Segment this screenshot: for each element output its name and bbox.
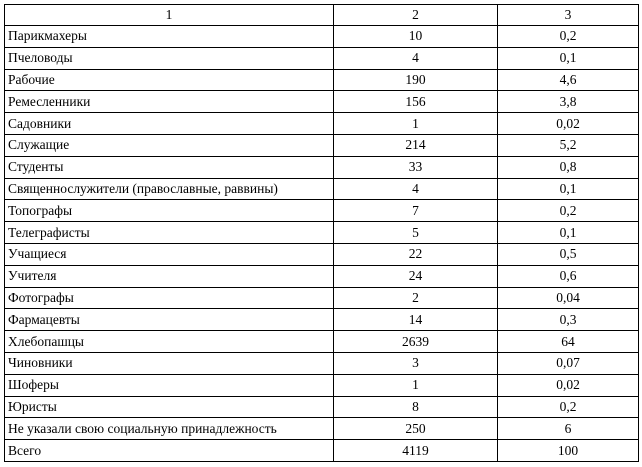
row-label: Учащиеся: [5, 243, 334, 265]
table-row: [5, 265, 639, 287]
row-label: Студенты: [5, 156, 334, 178]
row-label: Служащие: [5, 134, 334, 156]
row-percent: 64: [498, 331, 639, 353]
row-percent: 0,2: [498, 26, 639, 48]
table-row: [5, 200, 639, 222]
column-header-1: 1: [5, 5, 334, 26]
row-percent: 0,2: [498, 200, 639, 222]
row-percent: 5,2: [498, 134, 639, 156]
row-percent: 0,07: [498, 352, 639, 374]
row-label: Рабочие: [5, 69, 334, 91]
table-row: [5, 396, 639, 418]
table-header-row: [5, 5, 639, 26]
row-percent: 3,8: [498, 91, 639, 113]
row-label: Парикмахеры: [5, 26, 334, 48]
row-count: 8: [334, 396, 498, 418]
table-row: [5, 134, 639, 156]
table-row: [5, 222, 639, 244]
row-percent: 0,02: [498, 113, 639, 135]
table-row: [5, 113, 639, 135]
row-percent: 0,04: [498, 287, 639, 309]
row-label: Учителя: [5, 265, 334, 287]
row-count: 214: [334, 134, 498, 156]
row-label: Садовники: [5, 113, 334, 135]
row-percent: 0,2: [498, 396, 639, 418]
row-count: 22: [334, 243, 498, 265]
row-label: Не указали свою социальную принадлежность: [5, 418, 334, 440]
row-count: 7: [334, 200, 498, 222]
row-count: 4119: [334, 440, 498, 462]
row-label: Ремесленники: [5, 91, 334, 113]
column-header-3: 3: [498, 5, 639, 26]
table-row: [5, 309, 639, 331]
table-row: [5, 418, 639, 440]
row-label: Хлебопашцы: [5, 331, 334, 353]
row-count: 5: [334, 222, 498, 244]
row-percent: 0,6: [498, 265, 639, 287]
row-count: 4: [334, 47, 498, 69]
row-count: 10: [334, 26, 498, 48]
row-percent: 0,1: [498, 47, 639, 69]
row-label: Телеграфисты: [5, 222, 334, 244]
row-count: 2639: [334, 331, 498, 353]
row-percent: 0,1: [498, 222, 639, 244]
table-row: [5, 156, 639, 178]
table-row: [5, 47, 639, 69]
row-label: Фармацевты: [5, 309, 334, 331]
table-row: [5, 69, 639, 91]
row-count: 4: [334, 178, 498, 200]
table-row: [5, 374, 639, 396]
row-count: 33: [334, 156, 498, 178]
row-count: 250: [334, 418, 498, 440]
table-row: [5, 287, 639, 309]
row-count: 2: [334, 287, 498, 309]
table-row: [5, 243, 639, 265]
row-label: Священнослужители (православные, раввины): [5, 178, 334, 200]
row-percent: 4,6: [498, 69, 639, 91]
row-label: Всего: [5, 440, 334, 462]
row-count: 190: [334, 69, 498, 91]
row-count: 14: [334, 309, 498, 331]
table-row: [5, 26, 639, 48]
row-label: Шоферы: [5, 374, 334, 396]
table-row: [5, 352, 639, 374]
row-label: Фотографы: [5, 287, 334, 309]
row-percent: 100: [498, 440, 639, 462]
column-header-2: 2: [334, 5, 498, 26]
row-percent: 0,1: [498, 178, 639, 200]
row-count: 156: [334, 91, 498, 113]
row-label: Юристы: [5, 396, 334, 418]
social-composition-table: [4, 4, 639, 462]
row-count: 1: [334, 374, 498, 396]
table-row: [5, 178, 639, 200]
row-percent: 0,8: [498, 156, 639, 178]
table-row: [5, 331, 639, 353]
row-label: Пчеловоды: [5, 47, 334, 69]
row-percent: 6: [498, 418, 639, 440]
table-row: [5, 91, 639, 113]
row-percent: 0,02: [498, 374, 639, 396]
row-count: 24: [334, 265, 498, 287]
row-percent: 0,5: [498, 243, 639, 265]
row-count: 3: [334, 352, 498, 374]
table-row: [5, 440, 639, 462]
row-count: 1: [334, 113, 498, 135]
row-percent: 0,3: [498, 309, 639, 331]
row-label: Чиновники: [5, 352, 334, 374]
row-label: Топографы: [5, 200, 334, 222]
